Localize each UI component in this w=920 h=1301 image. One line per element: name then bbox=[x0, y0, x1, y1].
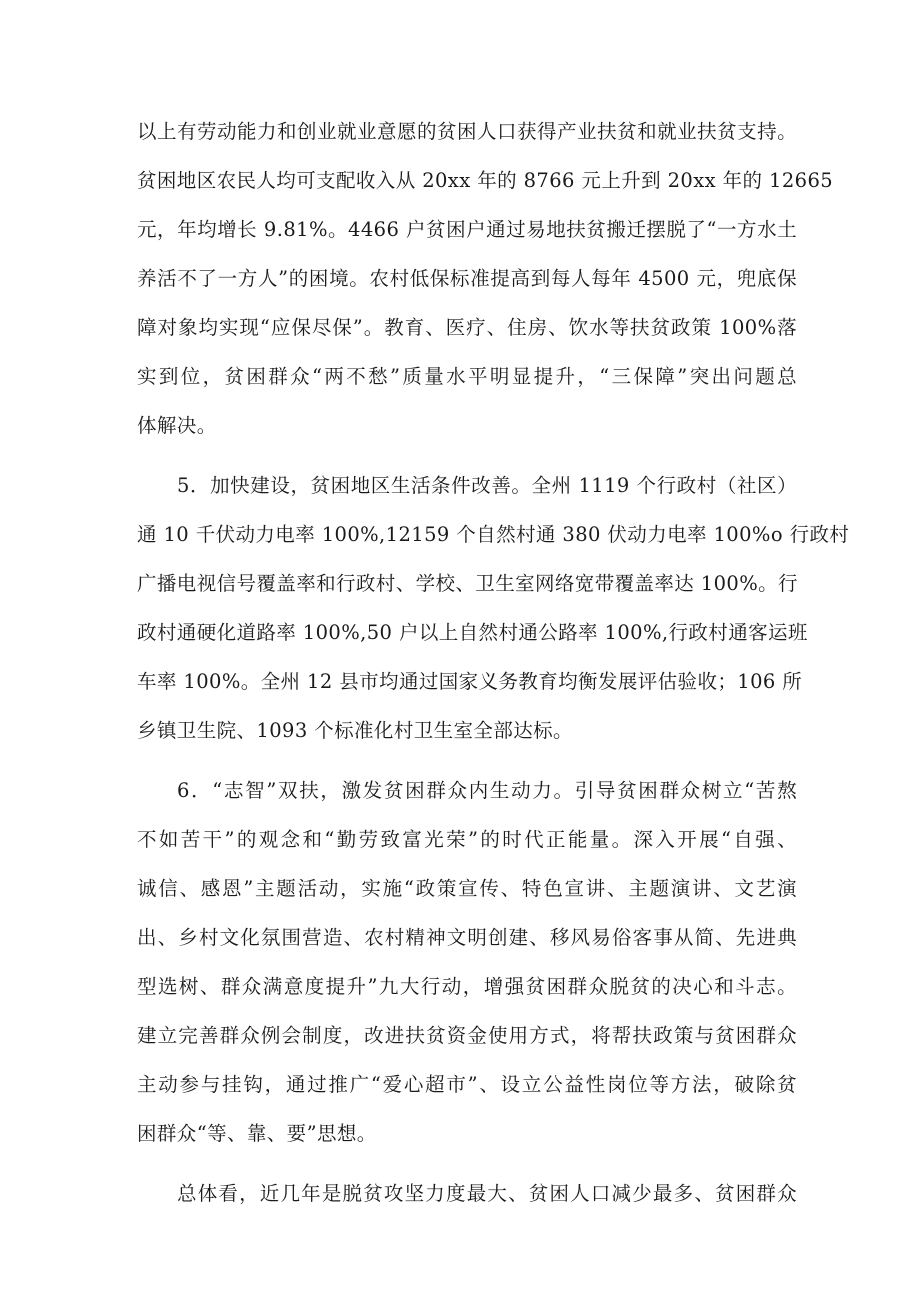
text-line: 体解决。 bbox=[137, 414, 217, 437]
text-line: 总体看，近几年是脱贫攻坚力度最大、贫困人口减少最多、贫困群众 bbox=[177, 1182, 797, 1205]
text-line: 乡镇卫生院、1093 个标准化村卫生室全部达标。 bbox=[137, 719, 573, 742]
text-line: 车率 100%。全州 12 县市均通过国家义务教育均衡发展评估验收；106 所 bbox=[137, 670, 803, 693]
text-line: 贫困地区农民人均可支配收入从 20xx 年的 8766 元上升到 20xx 年的 12665 bbox=[137, 169, 834, 192]
text-line: 困群众“等、靠、要”思想。 bbox=[137, 1122, 377, 1145]
text-line: 以上有劳动能力和创业就业意愿的贫困人口获得产业扶贫和就业扶贫支持。 bbox=[137, 120, 797, 143]
text-line: 政村通硬化道路率 100%,50 户以上自然村通公路率 100%,行政村通客运班 bbox=[137, 621, 808, 644]
text-line: 养活不了一方人”的困境。农村低保标准提高到每人每年 4500 元，兜底保 bbox=[137, 267, 797, 290]
text-line: 出、乡村文化氛围营造、农村精神文明创建、移风易俗客事从简、先进典 bbox=[137, 926, 797, 949]
text-line: 建立完善群众例会制度，改进扶贫资金使用方式，将帮扶政策与贫困群众 bbox=[137, 1024, 797, 1047]
text-line: 诚信、感恩”主题活动，实施“政策宣传、特色宣讲、主题演讲、文艺演 bbox=[137, 877, 797, 900]
text-line: 广播电视信号覆盖率和行政村、学校、卫生室网络宽带覆盖率达 100%。行 bbox=[137, 572, 798, 595]
text-line: 元，年均增长 9.81%。4466 户贫困户通过易地扶贫搬迁摆脱了“一方水土 bbox=[137, 218, 797, 241]
text-line: 主动参与挂钩，通过推广“爱心超市”、设立公益性岗位等方法，破除贫 bbox=[137, 1073, 797, 1096]
text-line: 6．“志智”双扶，激发贫困群众内生动力。引导贫困群众树立“苦熬 bbox=[177, 779, 797, 802]
text-line: 通 10 千伏动力电率 100%,12159 个自然村通 380 伏动力电率 100%o 行政村 bbox=[137, 523, 850, 546]
text-line: 障对象均实现“应保尽保”。教育、医疗、住房、饮水等扶贫政策 100%落 bbox=[137, 316, 797, 339]
text-line: 不如苦干”的观念和“勤劳致富光荣”的时代正能量。深入开展“自强、 bbox=[137, 828, 797, 851]
text-line: 实到位，贫困群众“两不愁”质量水平明显提升，“三保障”突出问题总 bbox=[137, 365, 797, 388]
text-line: 5．加快建设，贫困地区生活条件改善。全州 1119 个行政村（社区） bbox=[177, 474, 797, 497]
text-line: 型选树、群众满意度提升”九大行动，增强贫困群众脱贫的决心和斗志。 bbox=[137, 975, 797, 998]
